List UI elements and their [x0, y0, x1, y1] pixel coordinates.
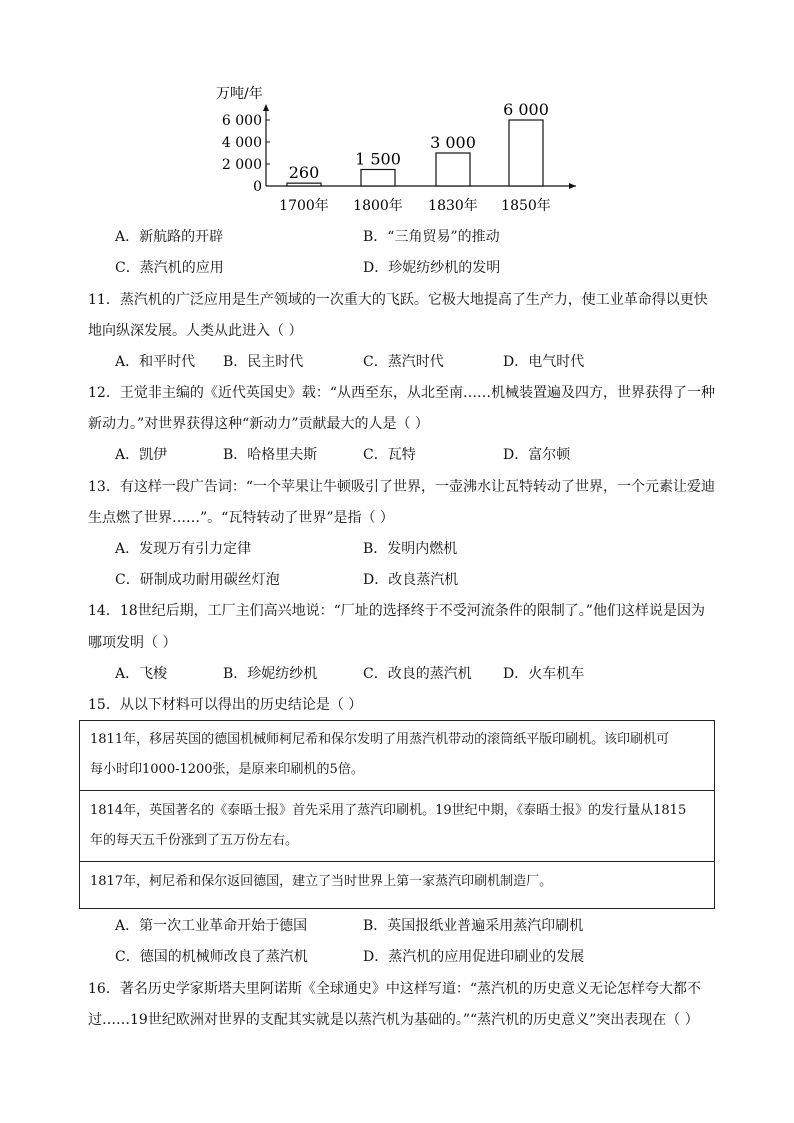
q11-option-c[interactable]: C．蒸汽时代	[363, 354, 444, 370]
q11-stem-line2: 地向纵深发展。人类从此进入（ ）	[88, 323, 303, 339]
material-row-1	[80, 721, 714, 790]
q15-option-b[interactable]: B．英国报纸业普遍采用蒸汽印刷机	[363, 918, 584, 934]
q15-option-a[interactable]: A．第一次工业革命开始于德国	[115, 918, 308, 934]
y-tick-label: 6 000	[221, 113, 262, 129]
bar	[509, 120, 543, 186]
q12-stem-line2: 新动力。”对世界获得这种“新动力”贡献最大的人是（ ）	[88, 416, 429, 432]
q10-option-b[interactable]: B．“三角贸易”的推动	[363, 229, 500, 245]
q13-stem-line2: 生点燃了世界……”。“瓦特转动了世界”是指（ ）	[88, 510, 394, 526]
q12-option-b[interactable]: B．哈格里夫斯	[223, 447, 318, 463]
q11-stem-line1: 11．蒸汽机的广泛应用是生产领域的一次重大的飞跃。它极大地提高了生产力，使工业革命得以更快	[88, 292, 708, 308]
coal-output-bar-chart	[200, 78, 590, 218]
y-tick-label: 4 000	[221, 135, 262, 151]
q12-option-c[interactable]: C．瓦特	[363, 447, 416, 463]
x-category-label: 1800年	[353, 198, 403, 214]
y-axis-arrow	[263, 104, 269, 111]
material-row-2	[80, 790, 714, 861]
material-row-1-line2: 每小时印1000-1200张，是原来印刷机的5倍。	[90, 762, 364, 777]
x-axis-arrow	[569, 183, 576, 189]
bar	[361, 170, 395, 187]
x-category-label: 1830年	[428, 198, 478, 214]
q13-option-c[interactable]: C．研制成功耐用碳丝灯泡	[115, 572, 280, 588]
q15-option-c[interactable]: C．德国的机械师改良了蒸汽机	[115, 949, 308, 965]
q15-option-d[interactable]: D．蒸汽机的应用促进印刷业的发展	[363, 949, 585, 965]
q16-stem-line2: 过……19世纪欧洲对世界的支配其实就是以蒸汽机为基础的。”“蒸汽机的历史意义”突出表现在（ ）	[88, 1012, 699, 1028]
q12-option-a[interactable]: A．凯伊	[115, 447, 168, 463]
bar-value-label: 260	[288, 163, 320, 183]
material-row-1-line1: 1811年，移居英国的德国机械师柯尼希和保尔发明了用蒸汽机带动的滚筒纸平版印刷机。该印刷机可	[90, 732, 670, 747]
q13-option-b[interactable]: B．发明内燃机	[363, 541, 458, 557]
q14-option-d[interactable]: D．火车机车	[503, 666, 585, 682]
q15-material-table	[79, 720, 715, 909]
material-row-2-line1: 1814年，英国著名的《泰晤士报》首先采用了蒸汽印刷机。19世纪中期，《泰晤士报》的发行量从1815	[90, 803, 687, 818]
x-category-label: 1700年	[279, 198, 329, 214]
chart-bars	[279, 100, 551, 214]
q12-stem-line1: 12．王觉非主编的《近代英国史》载：“从西至东，从北至南……机械装置遍及四方，世界获得了一种	[88, 385, 715, 401]
material-row-3	[80, 861, 714, 909]
y-axis-label: 万吨/年	[216, 86, 263, 102]
bar-value-label: 1 500	[355, 149, 401, 169]
q10-option-c[interactable]: C．蒸汽机的应用	[115, 260, 224, 276]
q14-stem-line1: 14．18世纪后期，工厂主们高兴地说：“厂址的选择终于不受河流条件的限制了。”他们这样说是因为	[88, 603, 705, 619]
q14-option-b[interactable]: B．珍妮纺纱机	[223, 666, 318, 682]
q14-option-a[interactable]: A．飞梭	[115, 666, 168, 682]
q13-stem-line1: 13．有这样一段广告词：“一个苹果让牛顿吸引了世界，一壶沸水让瓦特转动了世界，一个元素让爱迪	[88, 479, 715, 495]
q15-stem: 15．从以下材料可以得出的历史结论是（ ）	[88, 697, 363, 713]
bar	[287, 183, 321, 186]
bar	[436, 153, 470, 186]
q12-option-d[interactable]: D．富尔顿	[503, 447, 571, 463]
q14-stem-line2: 哪项发明（ ）	[88, 635, 177, 651]
bar-value-label: 6 000	[503, 100, 549, 119]
y-tick-label: 2 000	[221, 157, 262, 173]
x-category-label: 1850年	[501, 198, 551, 214]
material-row-3-line1: 1817年，柯尼希和保尔返回德国，建立了当时世界上第一家蒸汽印刷机制造厂。	[90, 874, 553, 889]
q11-option-b[interactable]: B．民主时代	[223, 354, 304, 370]
q13-option-a[interactable]: A．发现万有引力定律	[115, 541, 252, 557]
q11-option-d[interactable]: D．电气时代	[503, 354, 585, 370]
material-row-2-line2: 年的每天五千份涨到了五万份左右。	[90, 833, 299, 848]
q13-option-d[interactable]: D．改良蒸汽机	[363, 572, 459, 588]
q16-stem-line1: 16．著名历史学家斯塔夫里阿诺斯《全球通史》中这样写道：“蒸汽机的历史意义无论怎样夸大都不	[88, 981, 701, 997]
q14-option-c[interactable]: C．改良的蒸汽机	[363, 666, 472, 682]
y-tick-label: 0	[253, 179, 262, 195]
q10-option-a[interactable]: A．新航路的开辟	[115, 229, 224, 245]
bar-value-label: 3 000	[430, 133, 476, 152]
q10-option-d[interactable]: D．珍妮纺纱机的发明	[363, 260, 501, 276]
q11-option-a[interactable]: A．和平时代	[115, 354, 196, 370]
